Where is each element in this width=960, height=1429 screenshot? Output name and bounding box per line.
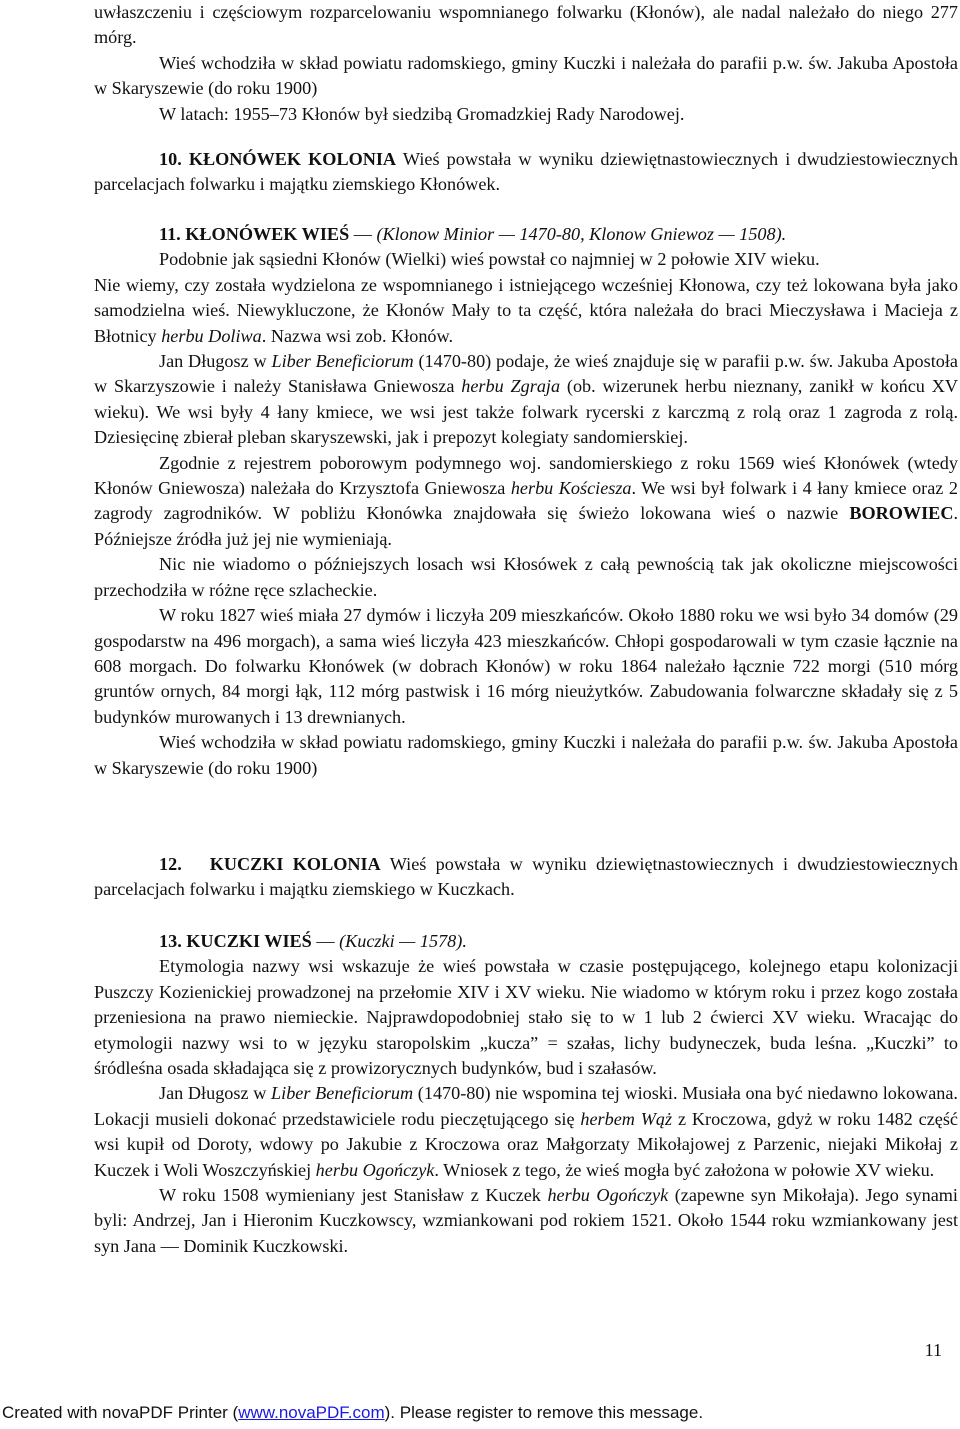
section-number: 10.: [159, 149, 182, 169]
paragraph: [94, 273, 958, 349]
section-13: [94, 929, 958, 1259]
text-run: (1470-80) nie wspomina tej wioski. Musiała ona być niedawno lokowana. Lokacji musieli dokonać przedstawiciele rodu pieczętującego się: [94, 1083, 958, 1129]
italic-run: herbu Doliwa: [161, 325, 262, 346]
latin-names: (Klonow Minior — 1470-80, Klonow Gniewoz — 1508).: [376, 224, 787, 244]
section-11: [94, 222, 958, 781]
text-run: . Wniosek z tego, że wieś mogła być założona w połowie XV wieku.: [434, 1159, 935, 1180]
text-run: Nie wiemy, czy została wydzielona ze wspomnianego i istniejącego wcześniej Kłonowa, czy też lokowana była jako samodzielna wieś. Niewykluczone, że Kłonów Mały to ta część, która należała do braci Mieczysława i Macieja z Błotnicy: [94, 274, 958, 346]
section-12: [94, 852, 958, 903]
paragraph: Podobnie jak sąsiedni Kłonów (Wielki) wieś powstał co najmniej w 2 połowie XIV wieku.: [159, 249, 820, 270]
italic-run: Liber Beneficiorum: [271, 1083, 414, 1104]
text-run: Jan Długosz w: [159, 1083, 272, 1104]
paragraph: W roku 1827 wieś miała 27 dymów i liczyła 209 mieszkańców. Około 1880 roku we wsi było 34 domów (29 gospodarstw na 496 morgach), a sama wieś liczyła 423 mieszkańców. Chłopi gospodarowali w tym czasie łącznie na 608 morgach. Do folwarku Kłonówek (w dobrach Kłonów) w roku 1864 należało łącznie 722 morgi (510 mórg gruntów ornych, 84 morgi łąk, 112 mórg pastwisk i 16 mórg nieużytków. Zabudowania folwarczne składały się z 5 budynków murowanych i 13 drewnianych.: [94, 605, 958, 727]
paragraph: [94, 349, 958, 451]
printer-footer: [2, 1403, 960, 1423]
text-run: Jan Długosz w: [159, 351, 272, 372]
bold-run: BOROWIEC: [849, 503, 954, 524]
section-10: [94, 147, 958, 198]
section-13-heading: [94, 929, 958, 954]
paragraph: [94, 451, 958, 553]
text-run: . Nazwa wsi zob. Kłonów.: [261, 325, 454, 346]
italic-run: herbu Ogończyk: [547, 1185, 669, 1206]
text-run: W roku 1508 wymieniany jest Stanisław z Kuczek: [159, 1185, 548, 1206]
footer-text: ). Please register to remove this message.: [384, 1403, 704, 1422]
italic-run: herbu Kościesza: [510, 478, 632, 499]
section-heading: KUCZKI WIEŚ: [186, 931, 312, 951]
section-10-paragraph: [94, 147, 958, 198]
page-number: 11: [924, 1340, 942, 1360]
latin-names: (Kuczki — 1578).: [339, 931, 467, 951]
italic-run: herbem Wąż: [580, 1108, 673, 1129]
text-run: . We wsi był folwark i 4 łany kmiece oraz 2 zagrody zagrodników. W pobliżu Kłonówka znajdowała się świeżo lokowana wieś o nazwie: [94, 478, 958, 524]
paragraph: Wieś wchodziła w skład powiatu radomskiego, gminy Kuczki i należała do parafii p.w. św. Jakuba Apostoła w Skaryszewie (do roku 1900): [94, 732, 958, 778]
em-dash: —: [353, 224, 372, 244]
em-dash: —: [316, 931, 335, 951]
section-number: 13.: [159, 931, 182, 951]
text-run: (1470-80) podaje, że wieś znajduje się w parafii p.w. św. Jakuba Apostoła w Skarzyszowie i należy Stanisława Gniewosza: [94, 351, 958, 397]
section-12-paragraph: [94, 852, 958, 903]
paragraph: [94, 1081, 958, 1183]
paragraph: W latach: 1955–73 Kłonów był siedzibą Gromadzkiej Rady Narodowej.: [159, 103, 685, 124]
italic-run: Liber Beneficiorum: [271, 351, 414, 372]
section-number: 12.: [159, 854, 182, 874]
section-heading: KUCZKI KOLONIA: [209, 854, 381, 874]
paragraph: Nic nie wiadomo o późniejszych losach wsi Kłosówek z całą pewnością tak jak okoliczne miejscowości przechodziła w różne ręce szlacheckie.: [94, 554, 958, 600]
italic-run: herbu Zgraja: [461, 376, 561, 397]
text-run: . Późniejsze źródła już jej nie wymieniają.: [94, 503, 958, 549]
section-number: 11.: [159, 224, 181, 244]
text-run: (zapewne syn Mikołaja). Jego synami byli: Andrzej, Jan i Hieronim Kuczkowscy, wzmiankowani pod rokiem 1521. Około 1544 roku wzmiankowany jest syn Jana — Dominik Kuczkowski.: [94, 1185, 958, 1256]
paragraph-intro: [94, 0, 958, 127]
italic-run: herbu Ogończyk: [315, 1159, 435, 1180]
section-text: Wieś powstała w wyniku dziewiętnastowiecznych i dwudziestowiecznych parcelacjach folwarku i majątku ziemskiego w Kuczkach.: [94, 854, 958, 900]
section-11-heading: [94, 222, 958, 247]
footer-link[interactable]: www.novaPDF.com: [238, 1403, 385, 1422]
paragraph: Wieś wchodziła w skład powiatu radomskiego, gminy Kuczki i należała do parafii p.w. św. Jakuba Apostoła w Skaryszewie (do roku 1900): [94, 52, 958, 99]
footer-text: Created with novaPDF Printer (: [2, 1403, 239, 1422]
text-run: (ob. wizerunek herbu nieznany, zanikł w końcu XV wieku). We wsi były 4 łany kmiece, we wsi jest także folwark rycerski z karczmą z rolą oraz 1 zagroda z rolą. Dziesięcinę zbierał pleban skaryszewski, jak i prepozyt kolegiaty sandomierskiej.: [94, 376, 958, 448]
paragraph: [94, 1183, 958, 1259]
section-text: Wieś powstała w wyniku dziewiętnastowiecznych i dwudziestowiecznych parcelacjach folwarku i majątku ziemskiego Kłonówek.: [94, 149, 958, 195]
text-run: z Kroczowa, gdyż w roku 1482 część wsi kupił od Doroty, wdowy po Jakubie z Kroczowa oraz Małgorzaty Mikołajowej z Parzenic, niejaki Mikołaj z Kuczek i Woli Woszczyńskiej: [94, 1108, 958, 1180]
paragraph: uwłaszczeniu i częściowym rozparcelowaniu wspomnianego folwarku (Kłonów), ale nadal należało do niego 277 mórg.: [94, 2, 958, 48]
text-run: Zgodnie z rejestrem poborowym podymnego woj. sandomierskiego z roku 1569 wieś Kłonówek (wtedy Kłonów Gniewosza) należała do Krzysztofa Gniewosza: [94, 452, 958, 499]
section-heading: KŁONÓWEK KOLONIA: [188, 149, 397, 169]
section-heading: KŁONÓWEK WIEŚ: [185, 224, 350, 244]
paragraph: Etymologia nazwy wsi wskazuje że wieś powstała w czasie postępującego, kolejnego etapu kolonizacji Puszczy Kozienickiej prowadzonej na przełomie XIV i XV wieku. Nie wiadomo w którym roku i przez kogo została przeniesiona na prawo niemieckie. Najprawdopodobniej stało się to w 1 lub 2 ćwierci XV wieku. Wracając do etymologii nazwy wsi to w języku staropolskim „kucza” = szałas, lichy budyneczek, buda leśna. „Kuczki” to śródleśna osada składająca się z prowizorycznych budynków, bud i szałasów.: [94, 956, 958, 1079]
